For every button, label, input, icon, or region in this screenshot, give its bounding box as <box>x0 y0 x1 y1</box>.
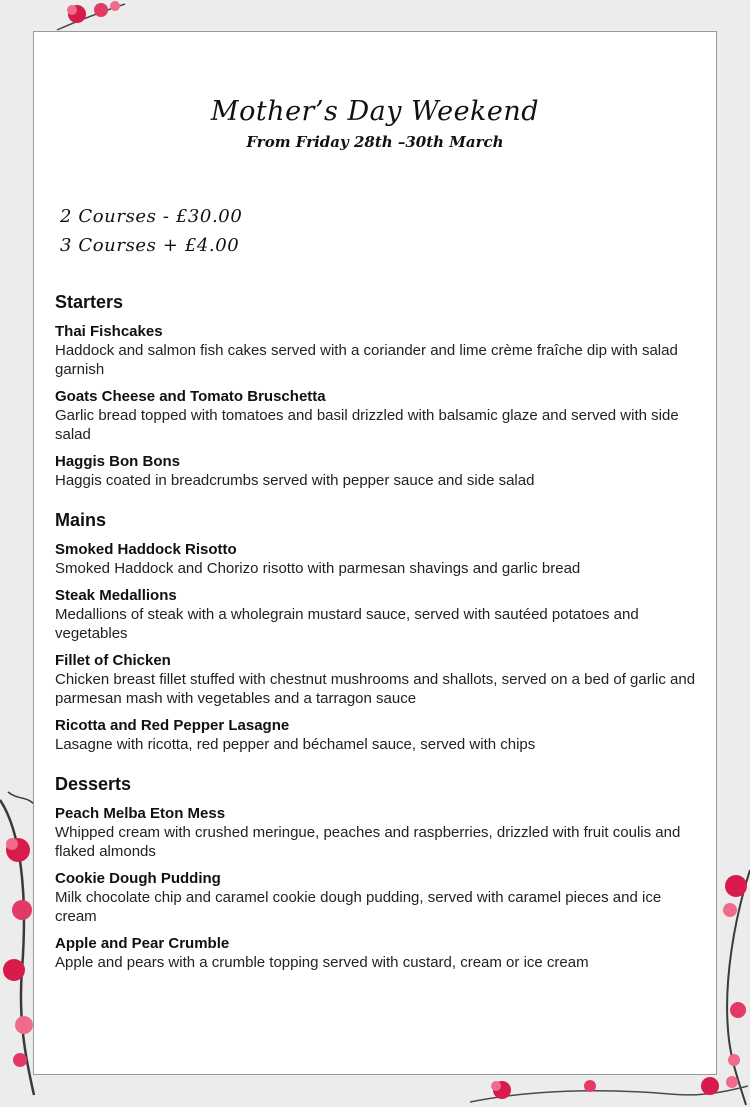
blossom-right-branch-icon <box>716 860 750 1107</box>
item-description: Garlic bread topped with tomatoes and basil drizzled with balsamic glaze and served with side salad <box>55 407 679 443</box>
section-heading: Starters <box>55 292 124 312</box>
section-heading: Mains <box>55 510 107 530</box>
page-title: Mother’s Day Weekend <box>210 96 540 127</box>
item-description: Medallions of steak with a wholegrain mustard sauce, served with sautéed potatoes and vegetables <box>55 606 639 642</box>
menu-item <box>55 387 700 444</box>
menu-item <box>55 586 700 643</box>
item-name: Smoked Haddock Risotto <box>55 541 237 558</box>
section-heading: Desserts <box>55 774 132 794</box>
item-description: Lasagne with ricotta, red pepper and béchamel sauce, served with chips <box>55 736 536 753</box>
item-description: Haddock and salmon fish cakes served with a coriander and lime crème fraîche dip with salad garnish <box>55 342 678 378</box>
section-desserts <box>55 774 700 972</box>
header <box>34 96 716 151</box>
blossom-bottom-branch-icon <box>470 1072 750 1107</box>
item-description: Haggis coated in breadcrumbs served with pepper sauce and side salad <box>55 472 535 489</box>
menu-sections <box>55 292 700 992</box>
item-name: Fillet of Chicken <box>55 652 171 669</box>
item-description: Apple and pears with a crumble topping served with custard, cream or ice cream <box>55 954 589 971</box>
item-name: Cookie Dough Pudding <box>55 870 221 887</box>
item-name: Ricotta and Red Pepper Lasagne <box>55 717 290 734</box>
section-mains <box>55 510 700 754</box>
menu-item <box>55 934 700 972</box>
item-name: Steak Medallions <box>55 587 177 604</box>
blossom-top-left-icon <box>55 0 135 34</box>
item-name: Haggis Bon Bons <box>55 453 181 470</box>
menu-item <box>55 540 700 578</box>
price-list <box>60 202 242 260</box>
menu-item <box>55 651 700 708</box>
item-description: Whipped cream with crushed meringue, peaches and raspberries, drizzled with fruit coulis and flaked almonds <box>55 824 681 860</box>
menu-item <box>55 716 700 754</box>
item-name: Goats Cheese and Tomato Bruschetta <box>55 388 326 405</box>
menu-item <box>55 452 700 490</box>
item-description: Chicken breast fillet stuffed with chestnut mushrooms and shallots, served on a bed of garlic and parmesan mash with vegetables and a tarragon sauce <box>55 671 696 707</box>
item-name: Thai Fishcakes <box>55 323 163 340</box>
item-description: Smoked Haddock and Chorizo risotto with parmesan shavings and garlic bread <box>55 560 581 577</box>
item-name: Apple and Pear Crumble <box>55 935 230 952</box>
menu-item <box>55 322 700 379</box>
menu-sheet <box>33 31 717 1075</box>
price-two-courses: 2 Courses - £30.00 <box>60 206 243 227</box>
menu-item <box>55 869 700 926</box>
section-starters <box>55 292 700 490</box>
date-range: From Friday 28th –30th March <box>246 133 504 151</box>
menu-item <box>55 804 700 861</box>
item-name: Peach Melba Eton Mess <box>55 805 226 822</box>
price-three-courses: 3 Courses + £4.00 <box>60 235 240 256</box>
item-description: Milk chocolate chip and caramel cookie dough pudding, served with caramel pieces and ice cream <box>55 889 662 925</box>
